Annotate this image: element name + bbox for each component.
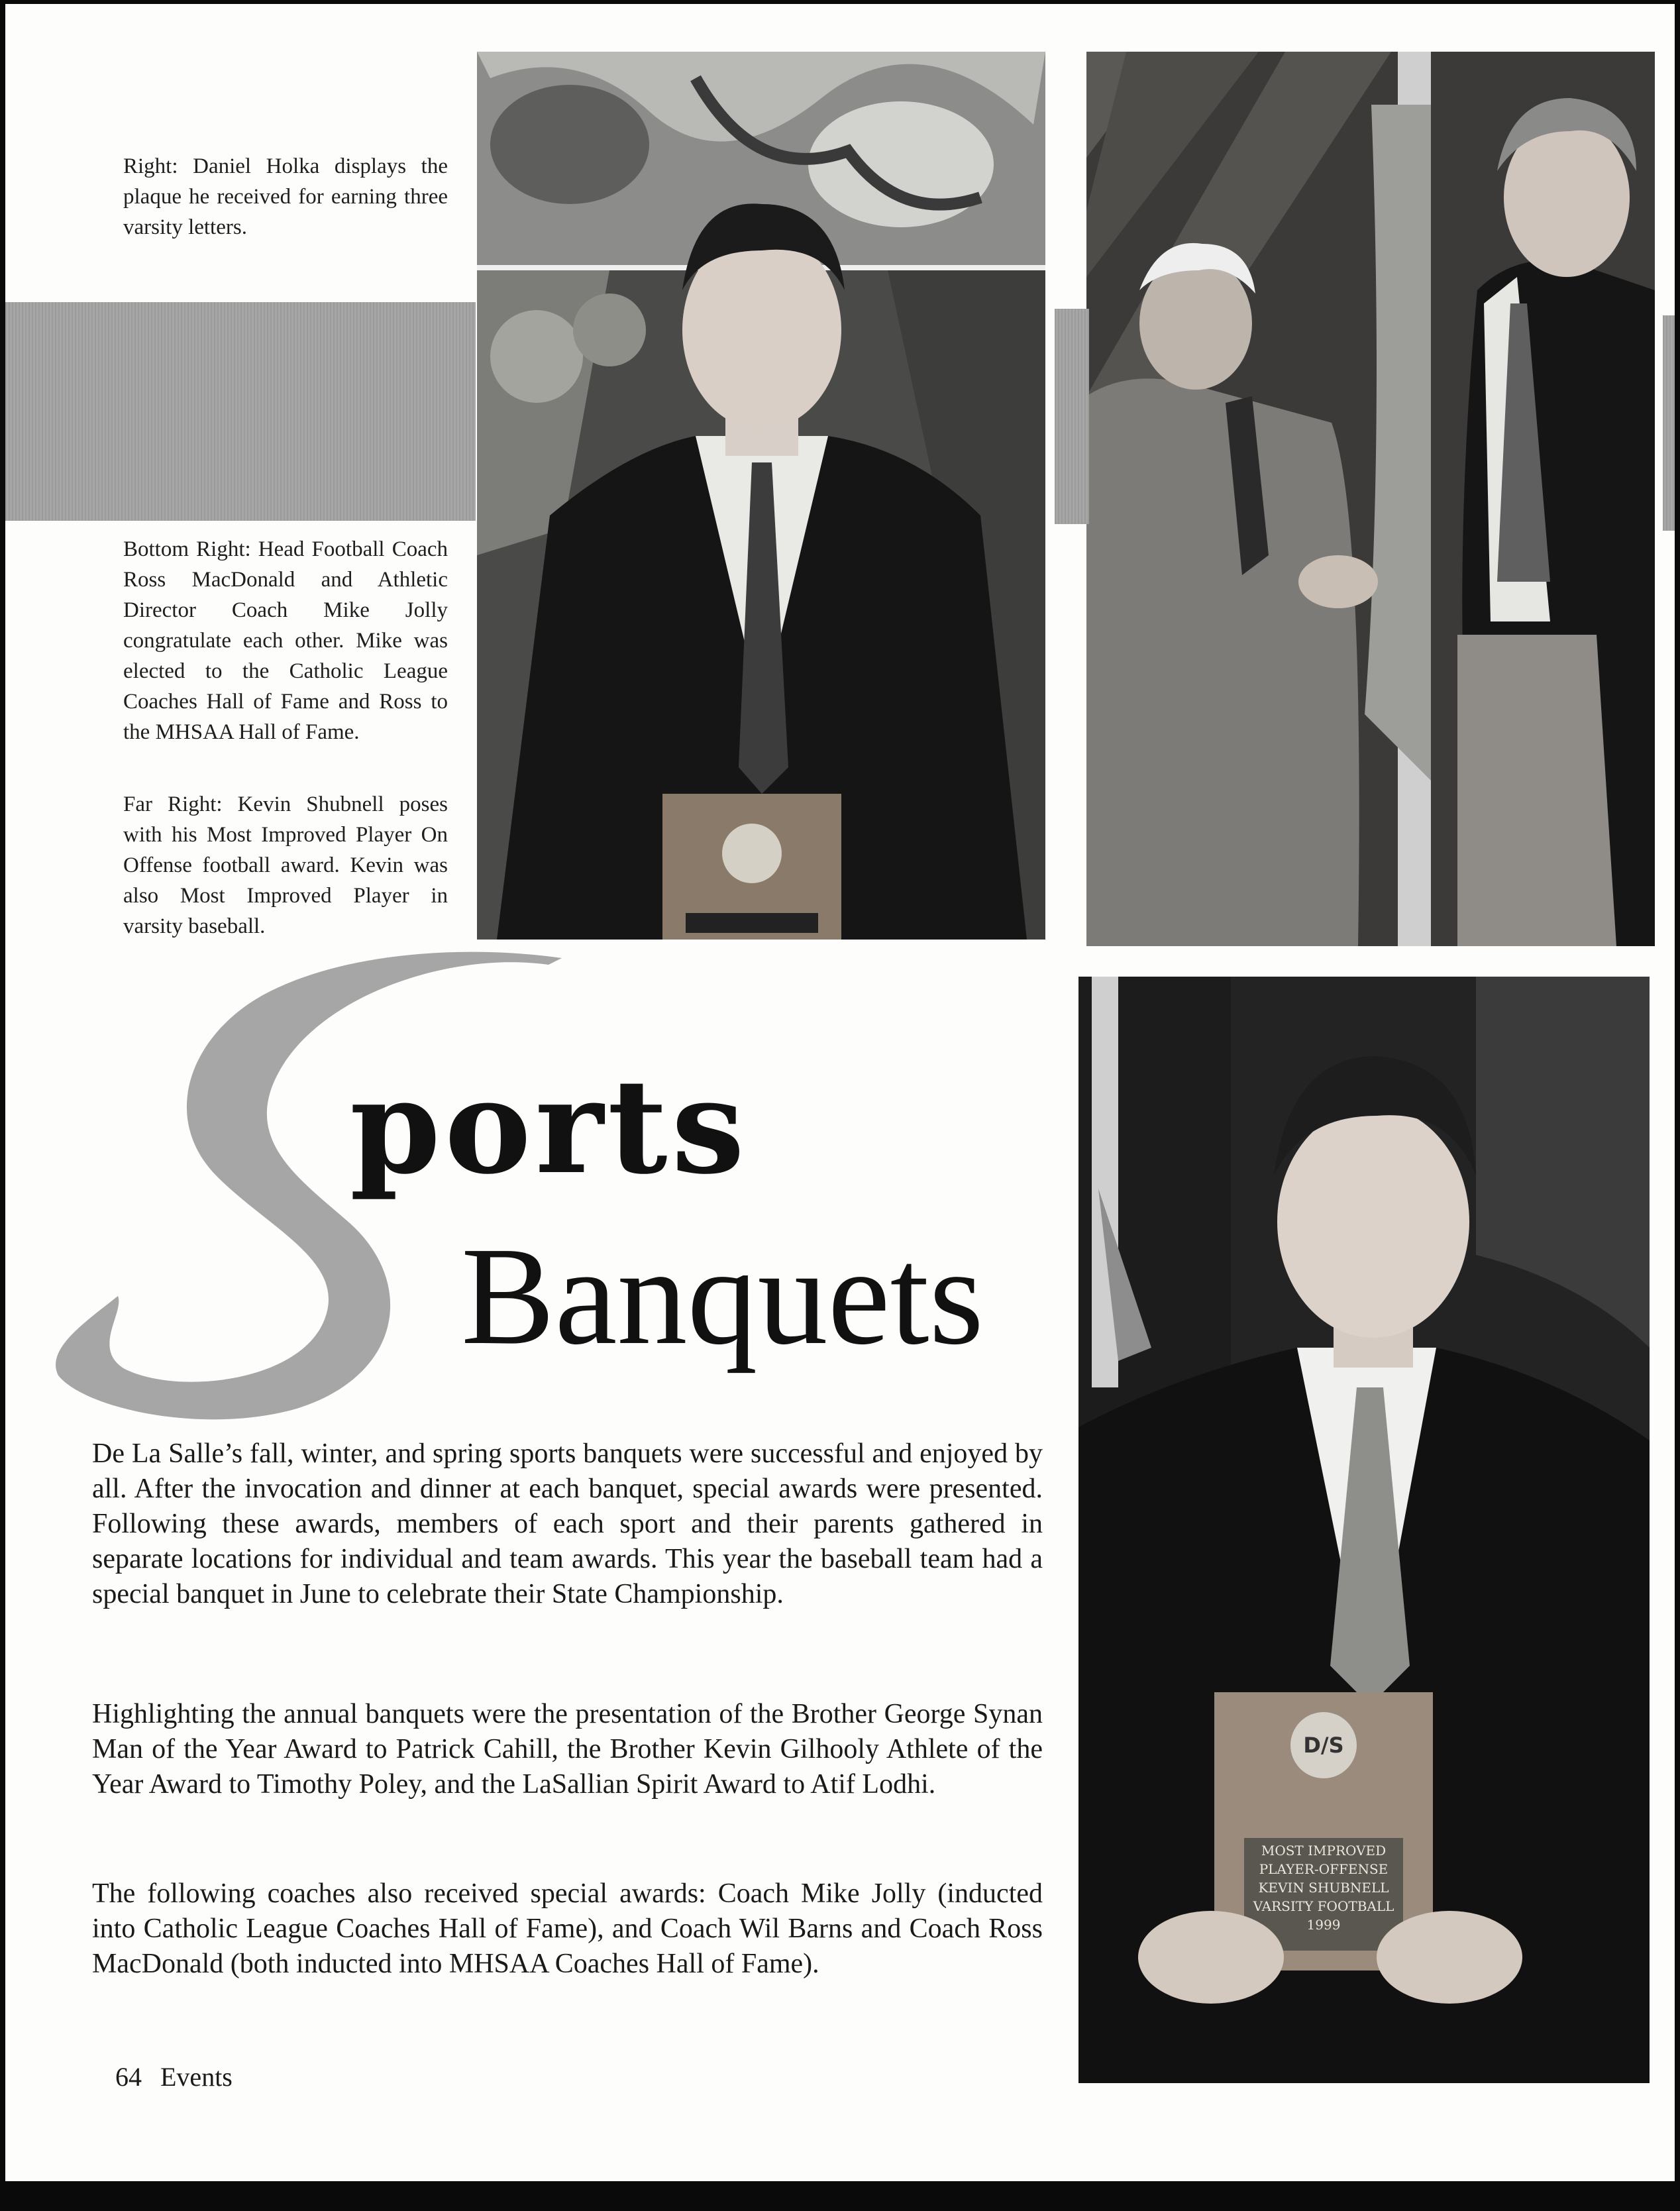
plaque-line-2: PLAYER-OFFENSE <box>1259 1861 1389 1877</box>
section-name: Events <box>160 2062 233 2092</box>
body-paragraph-2: Highlighting the annual banquets were the presentation of the Brother George Synan Man of the Year Award to Patrick Cahill, the Brother Kevin Gilhooly Athlete of the Year Award to Timothy Poley, and the LaSallian Spirit Award to Atif Lodhi. <box>92 1699 1043 1800</box>
plaque-line-3: KEVIN SHUBNELL <box>1258 1880 1389 1896</box>
body-paragraph-1: De La Salle’s fall, winter, and spring sports banquets were successful and enjoyed by all. After the invocation and dinner at each banquet, special awards were presented. Following these awards, members of each sport and their parents gathered in separate locations for individual and team awards. This year the baseball team had a special banquet in June to celebrate their State Championship. <box>92 1438 1043 1609</box>
page-footer <box>115 2061 233 2092</box>
caption-right: Right: Daniel Holka displays the plaque he received for earning three varsity letters. <box>123 154 448 239</box>
plaque-logo: D/S <box>1290 1712 1357 1778</box>
caption-far-right: Far Right: Kevin Shubnell poses with his Most Improved Player On Offense football award. Kevin was also Most Improved Player in varsity baseball. <box>123 792 448 938</box>
plaque-line-5: 1999 <box>1306 1917 1341 1933</box>
gray-tab-right <box>1663 315 1675 531</box>
photo-coaches-handshake <box>1086 52 1655 946</box>
plaque-inscription <box>1244 1841 1403 1934</box>
page-number: 64 <box>115 2062 142 2092</box>
title-line-2: Banquets <box>461 1218 984 1374</box>
gray-band-left <box>5 302 476 521</box>
title-line-1: ports <box>350 1051 749 1203</box>
photo-daniel-holka <box>477 52 1045 940</box>
plaque-line-1: MOST IMPROVED <box>1261 1843 1387 1859</box>
gray-tab-middle <box>1055 309 1089 524</box>
plaque-line-4: VARSITY FOOTBALL <box>1253 1898 1394 1914</box>
caption-bottom-right: Bottom Right: Head Football Coach Ross MacDonald and Athletic Director Coach Mike Jolly congratulate each other. Mike was elected to the Catholic League Coaches Hall of Fame and Ross to the MHSAA Hall of Fame. <box>123 537 448 744</box>
photo-kevin-shubnell <box>1078 977 1650 2083</box>
body-paragraph-3: The following coaches also received special awards: Coach Mike Jolly (inducted into Catholic League Coaches Hall of Fame), and Coach Wil Barns and Coach Ross MacDonald (both inducted into MHSAA Coaches Hall of Fame). <box>92 1878 1043 1979</box>
yearbook-page <box>5 4 1675 2181</box>
